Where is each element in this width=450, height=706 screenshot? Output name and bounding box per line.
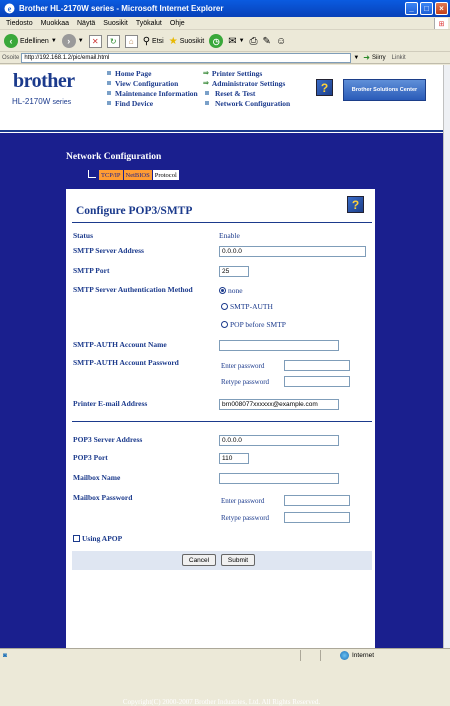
status-cell <box>300 650 301 661</box>
go-button[interactable] <box>363 53 385 62</box>
page-loaded-icon: ◙ <box>3 651 7 659</box>
copyright-text: Copyright(C) 2000-2007 Brother Industries, Ltd. All Rights Reserved. <box>122 698 321 706</box>
nav-maintenance-information[interactable] <box>107 88 198 98</box>
apop-label: Using APOP <box>82 534 123 543</box>
edit-icon: ✎ <box>262 35 271 47</box>
nav-label: View Configuration <box>115 78 179 88</box>
help-icon[interactable]: ? <box>316 79 333 96</box>
address-input[interactable] <box>21 53 351 63</box>
nav-label: Maintenance Information <box>115 88 198 98</box>
status-value: Enable <box>219 231 240 240</box>
radio-selected-icon <box>219 287 226 294</box>
bullet-icon <box>107 71 111 75</box>
tab-connector <box>88 170 96 178</box>
tab-tcpip[interactable]: TCP/IP <box>101 171 121 179</box>
bullet-icon <box>107 101 111 105</box>
go-label: Siirry <box>372 54 386 61</box>
pop3-port-label: POP3 Port <box>73 453 108 462</box>
radio-label: none <box>228 286 243 295</box>
minimize-button[interactable]: _ <box>405 2 418 15</box>
favorites-label: Suosikit <box>179 37 205 45</box>
smtp-account-input[interactable] <box>219 340 339 351</box>
nav-label: Administrator Settings <box>211 78 286 88</box>
dropdown-arrow-icon: ▼ <box>238 38 245 44</box>
status-cell <box>320 650 321 661</box>
submit-button[interactable]: Submit <box>221 554 255 566</box>
menu-edit[interactable]: Muokkaa <box>40 19 69 27</box>
auth-none-radio[interactable] <box>219 286 243 295</box>
scroll-top-icon[interactable] <box>362 584 370 590</box>
close-button[interactable]: × <box>435 2 448 15</box>
refresh-icon: ↻ <box>107 35 120 48</box>
svg-text:e: e <box>7 4 12 14</box>
maximize-button[interactable]: □ <box>420 2 433 15</box>
smtp-address-label: SMTP Server Address <box>73 246 144 255</box>
back-label: Edellinen <box>20 37 49 45</box>
links-label[interactable]: Linkit <box>391 54 406 61</box>
cancel-button[interactable]: Cancel <box>182 554 216 566</box>
nav-label: Reset & Test <box>215 88 256 98</box>
back-button[interactable] <box>4 34 57 48</box>
stop-icon: ✕ <box>89 35 102 48</box>
title-divider <box>72 222 372 223</box>
help-icon[interactable]: ? <box>347 196 364 213</box>
search-label: Etsi <box>152 37 164 45</box>
mail-icon: ✉ <box>228 35 237 47</box>
go-arrow-icon: ➜ <box>363 53 370 62</box>
nav-network-configuration[interactable] <box>203 98 290 108</box>
messenger-button[interactable] <box>276 36 286 47</box>
pop3-address-input[interactable]: 0.0.0.0 <box>219 435 339 446</box>
home-button[interactable] <box>125 35 138 48</box>
search-button[interactable] <box>143 36 164 47</box>
refresh-button[interactable] <box>107 35 120 48</box>
zone-label: Internet <box>352 652 375 659</box>
title-bar <box>0 0 450 17</box>
enter-password-label: Enter password <box>221 497 265 505</box>
nav-label: Home Page <box>115 68 152 78</box>
stop-button[interactable] <box>89 35 102 48</box>
smtp-password-input[interactable] <box>284 360 350 371</box>
arrow-icon: ⇒ <box>203 69 209 77</box>
header-divider <box>0 130 443 132</box>
address-bar <box>0 52 450 64</box>
mail-button[interactable] <box>228 36 244 47</box>
retype-password-label: Retype password <box>221 378 270 386</box>
windows-logo-icon: ⊞ <box>434 18 448 29</box>
nav-printer-settings[interactable] <box>203 68 290 78</box>
nav-label: Printer Settings <box>211 68 263 78</box>
smtp-port-input[interactable]: 25 <box>219 266 249 277</box>
url-text: http://192.168.1.2/pic/email.html <box>24 54 110 61</box>
bullet-icon <box>205 91 209 95</box>
dropdown-arrow-icon: ▼ <box>77 38 84 44</box>
tab-bar <box>88 170 180 180</box>
security-zone <box>340 651 374 660</box>
history-button[interactable] <box>209 34 223 48</box>
dropdown-arrow-icon: ▼ <box>50 38 57 44</box>
pop3-address-label: POP3 Server Address <box>73 435 143 444</box>
mailbox-password-label: Mailbox Password <box>73 493 133 502</box>
tab-netbios[interactable]: NetBIOS <box>125 171 150 179</box>
vertical-scrollbar[interactable] <box>443 65 450 648</box>
toolbar <box>0 31 450 52</box>
status-bar <box>0 648 450 661</box>
form-title: Configure POP3/SMTP <box>76 205 193 217</box>
mailbox-password-input[interactable] <box>284 495 350 506</box>
arrow-icon: ⇒ <box>203 79 209 87</box>
bullet-icon <box>205 101 209 105</box>
radio-icon <box>221 321 228 328</box>
forward-arrow-icon: › <box>62 34 76 48</box>
nav-reset-test[interactable] <box>203 88 290 98</box>
nav-home-page[interactable] <box>107 68 198 78</box>
retype-password-label: Retype password <box>221 514 270 522</box>
radio-icon <box>221 303 228 310</box>
history-icon: ◷ <box>209 34 223 48</box>
menu-view[interactable]: Näytä <box>77 19 96 27</box>
email-label: Printer E-mail Address <box>73 399 148 408</box>
printer-header <box>0 65 443 133</box>
model-suffix: series <box>52 99 72 106</box>
nav-find-device[interactable] <box>107 98 198 108</box>
section-divider <box>72 421 372 422</box>
enter-password-label: Enter password <box>221 362 265 370</box>
nav-view-configuration[interactable] <box>107 78 198 88</box>
radio-label: POP before SMTP <box>230 320 286 329</box>
mailbox-name-label: Mailbox Name <box>73 473 121 482</box>
nav-left <box>107 68 198 108</box>
solutions-center-button[interactable]: Brother Solutions Center <box>343 79 426 101</box>
form-panel <box>66 189 375 648</box>
section-title: Network Configuration <box>66 152 162 162</box>
status-label: Status <box>73 231 94 240</box>
menu-favorites[interactable]: Suosikit <box>103 19 128 27</box>
search-icon: ⚲ <box>142 35 151 47</box>
address-dropdown-icon[interactable]: ▼ <box>353 54 360 61</box>
bullet-icon <box>107 81 111 85</box>
nav-label: Find Device <box>115 98 154 108</box>
nav-label: Network Configuration <box>215 98 291 108</box>
back-arrow-icon: ‹ <box>4 34 18 48</box>
home-icon: ⌂ <box>125 35 138 48</box>
auth-method-label: SMTP Server Authentication Method <box>73 285 193 294</box>
smtp-password-label: SMTP-AUTH Account Password <box>73 358 179 367</box>
menu-tools[interactable]: Työkalut <box>135 19 162 27</box>
favorites-button[interactable] <box>169 36 204 47</box>
edit-button[interactable] <box>263 36 271 47</box>
mailbox-password-retype-input[interactable] <box>284 512 350 523</box>
smtp-password-retype-input[interactable] <box>284 376 350 387</box>
star-icon: ★ <box>168 35 178 47</box>
checkbox-icon <box>73 535 80 542</box>
nav-administrator-settings[interactable] <box>203 78 290 88</box>
radio-label: SMTP-AUTH <box>230 302 273 311</box>
email-input[interactable]: brn008077xxxxxx@example.com <box>219 399 339 410</box>
mailbox-name-input[interactable] <box>219 473 339 484</box>
apop-checkbox[interactable] <box>73 534 122 543</box>
pop3-port-input[interactable]: 110 <box>219 453 249 464</box>
smtp-address-input[interactable]: 0.0.0.0 <box>219 246 366 257</box>
printer-icon: ⎙ <box>249 35 258 47</box>
smtp-port-label: SMTP Port <box>73 266 110 275</box>
forward-button[interactable] <box>62 34 84 48</box>
nav-right <box>203 68 290 108</box>
address-label: Osoite <box>2 54 20 61</box>
brother-logo: brother <box>13 70 75 92</box>
auth-pop-before-smtp-radio[interactable] <box>221 320 286 329</box>
model-name <box>12 97 71 106</box>
ie-icon <box>4 3 15 14</box>
print-button[interactable] <box>250 36 258 47</box>
globe-icon <box>340 651 349 660</box>
tab-protocol[interactable]: Protocol <box>154 171 177 179</box>
menu-help[interactable]: Ohje <box>169 19 185 27</box>
messenger-icon: ☺ <box>275 35 287 47</box>
menu-file[interactable]: Tiedosto <box>6 19 33 27</box>
auth-smtp-auth-radio[interactable] <box>221 302 273 311</box>
menu-bar <box>0 17 450 30</box>
model-text: HL-2170W <box>12 97 51 106</box>
smtp-account-label: SMTP-AUTH Account Name <box>73 340 167 349</box>
window-title: Brother HL-2170W series - Microsoft Internet Explorer <box>19 4 224 13</box>
bullet-icon <box>107 91 111 95</box>
